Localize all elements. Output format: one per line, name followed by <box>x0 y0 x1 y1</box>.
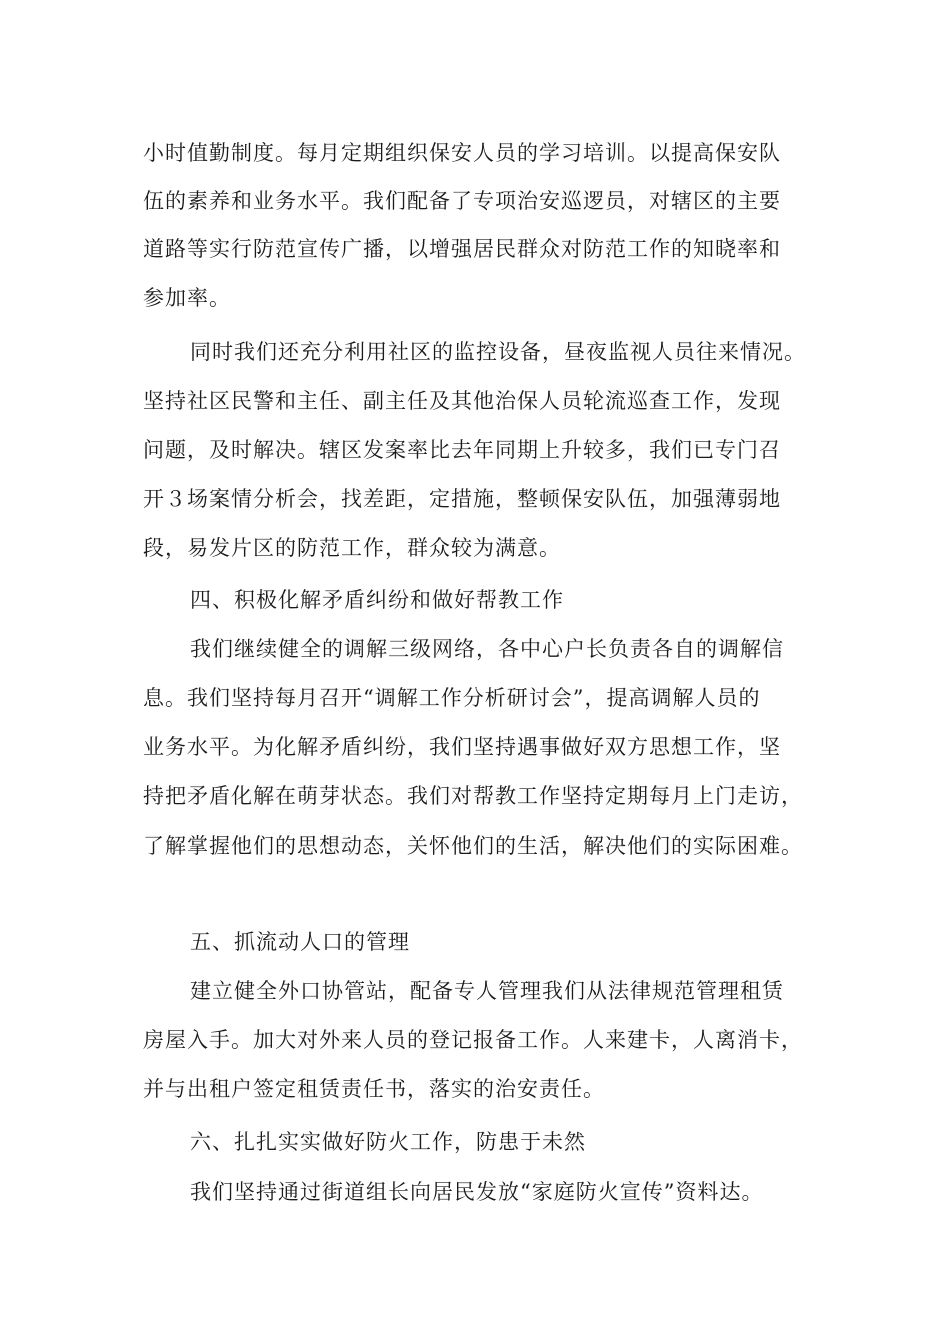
section-heading-5: 五、抓流动人口的管理 <box>190 930 410 954</box>
text-line: 问题，及时解决。辖区发案率比去年同期上升较多，我们已专门召 <box>143 438 781 462</box>
text-line: 坚持社区民警和主任、副主任及其他治保人员轮流巡查工作，发现 <box>143 389 781 413</box>
paragraph-first-line: 同时我们还充分利用社区的监控设备，昼夜监视人员往来情况。 <box>190 340 806 364</box>
text-line: 业务水平。为化解矛盾纠纷，我们坚持遇事做好双方思想工作，坚 <box>143 735 781 759</box>
section-heading-4: 四、积极化解矛盾纠纷和做好帮教工作 <box>190 588 564 612</box>
text-line: 了解掌握他们的思想动态，关怀他们的生活，解决他们的实际困难。 <box>143 834 803 858</box>
text-line: 参加率。 <box>143 286 231 310</box>
text-line: 小时值勤制度。每月定期组织保安人员的学习培训。以提高保安队 <box>143 141 781 165</box>
paragraph-first-line: 我们继续健全的调解三级网络，各中心户长负责各自的调解信 <box>190 637 784 661</box>
text-line: 持把矛盾化解在萌芽状态。我们对帮教工作坚持定期每月上门走访， <box>143 784 803 808</box>
text-line: 并与出租户签定租赁责任书，落实的治安责任。 <box>143 1077 605 1101</box>
text-line: 道路等实行防范宣传广播，以增强居民群众对防范工作的知晓率和 <box>143 237 781 261</box>
text-line: 开３场案情分析会，找差距，定措施，整顿保安队伍，加强薄弱地 <box>143 487 781 511</box>
text-line: 房屋入手。加大对外来人员的登记报备工作。人来建卡，人离消卡， <box>143 1028 803 1052</box>
text-line: 伍的素养和业务水平。我们配备了专项治安巡逻员，对辖区的主要 <box>143 189 781 213</box>
section-heading-6: 六、扎扎实实做好防火工作，防患于未然 <box>190 1130 586 1154</box>
paragraph-first-line: 建立健全外口协管站，配备专人管理我们从法律规范管理租赁 <box>190 979 784 1003</box>
text-line: 段，易发片区的防范工作，群众较为满意。 <box>143 536 561 560</box>
text-line: 息。我们坚持每月召开“调解工作分析研讨会”，提高调解人员的 <box>143 686 761 710</box>
paragraph-first-line: 我们坚持通过街道组长向居民发放“家庭防火宣传”资料达。 <box>190 1180 764 1204</box>
